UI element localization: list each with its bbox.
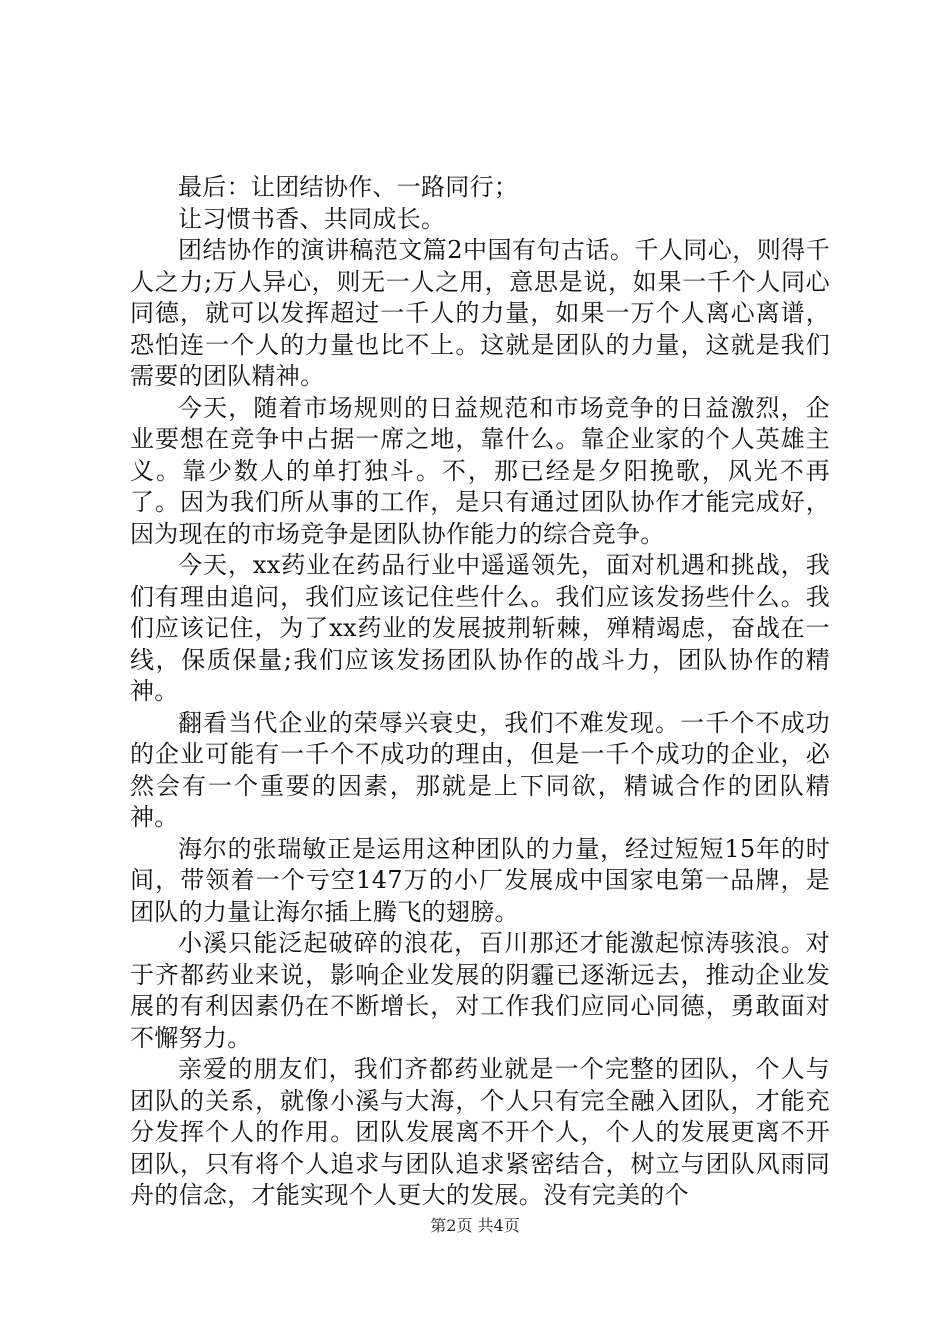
page-footer <box>0 1216 950 1236</box>
page-number-label: 第2页 共4页 <box>430 1216 520 1235</box>
paragraph: 今天，xx药业在药品行业中遥遥领先，面对机遇和挑战，我们有理由追问，我们应该记住些什么。我们应该发扬些什么。我们应该记住，为了xx药业的发展披荆斩棘，殚精竭虑，奋战在一线，保质保量;我们应该发扬团队协作的战斗力，团队协作的精神。 <box>130 551 830 705</box>
paragraph: 最后：让团结协作、一路同行； <box>178 173 519 201</box>
paragraph: 亲爱的朋友们，我们齐都药业就是一个完整的团队，个人与团队的关系，就像小溪与大海，个人只有完全融入团队，才能充分发挥个人的作用。团队发展离不开个人，个人的发展更离不开团队，只有将个人追求与团队追求紧密结合，树立与团队风雨同舟的信念，才能实现个人更大的发展。没有完美的个 <box>130 1055 830 1209</box>
document-body <box>130 172 830 1212</box>
paragraph: 小溪只能泛起破碎的浪花，百川那还才能激起惊涛骇浪。对于齐都药业来说，影响企业发展的阴霾已逐渐远去，推动企业发展的有利因素仍在不断增长，对工作我们应同心同德，勇敢面对不懈努力。 <box>130 929 830 1052</box>
paragraph: 团结协作的演讲稿范文篇2中国有句古话。千人同心，则得千人之力;万人异心，则无一人之用，意思是说，如果一千个人同心同德，就可以发挥超过一千人的力量，如果一万个人离心离谱，恐怕连一个人的力量也比不上。这就是团队的力量，这就是我们需要的团队精神。 <box>130 236 830 390</box>
paragraph: 今天，随着市场规则的日益规范和市场竞争的日益激烈，企业要想在竞争中占据一席之地，靠什么。靠企业家的个人英雄主义。靠少数人的单打独斗。不，那已经是夕阳挽歌，风光不再了。因为我们所从事的工作，是只有通过团队协作才能完成好，因为现在的市场竞争是团队协作能力的综合竞争。 <box>130 393 830 548</box>
paragraph: 海尔的张瑞敏正是运用这种团队的力量，经过短短15年的时间，带领着一个亏空147万的小厂发展成中国家电第一品牌，是团队的力量让海尔插上腾飞的翅膀。 <box>130 834 830 926</box>
paragraph: 让习惯书香、共同成长。 <box>178 204 446 233</box>
paragraph: 翻看当代企业的荣辱兴衰史，我们不难发现。一千个不成功的企业可能有一千个不成功的理由，但是一千个成功的企业，必然会有一个重要的因素，那就是上下同欲，精诚合作的团队精神。 <box>130 708 830 831</box>
